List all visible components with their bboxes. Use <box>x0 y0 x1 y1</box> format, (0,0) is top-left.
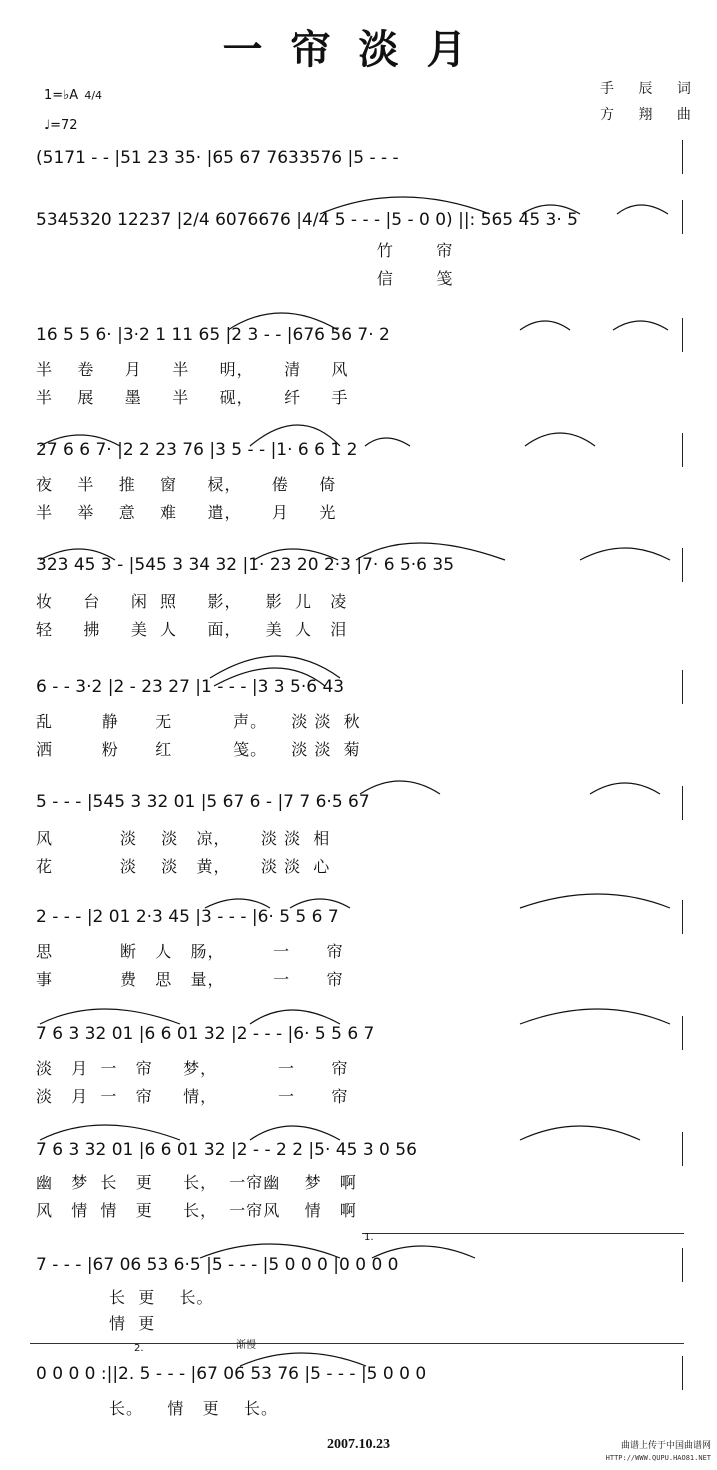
watermark-line-2: HTTP://WWW.QUPU.HAO81.NET <box>605 1454 711 1462</box>
slur-22 <box>40 1009 180 1024</box>
barline-end-11 <box>682 1248 683 1282</box>
notes-row-2: 5345320 12237 |2/4 6076676 |4/4 5 - - - |5 - 0 0) ||: 565 45 3· 5 <box>36 210 578 230</box>
tempo-label: ♩=72 <box>44 118 78 133</box>
ritardando-marking: 渐慢 <box>236 1340 256 1351</box>
notes-row-6: 6 - - 3·2 |2 - 23 27 |1 - - - |3 3 5·6 43 <box>36 677 345 697</box>
notes-row-4: 27 6 6 7· |2 2 23 76 |3 5 - - |1· 6 6 1 2 <box>36 440 358 460</box>
lyrics-row-9-verse-1: 淡 月 一 帘 梦， 一 帘 <box>36 1059 349 1078</box>
lyrics-row-6-verse-2: 洒 粉 红 笺。 淡 淡 菊 <box>36 740 361 759</box>
volta-2-bracket <box>128 1343 684 1344</box>
barline-end-4 <box>682 433 683 467</box>
lyrics-row-4-verse-2: 半 举 意 难 遣， 月 光 <box>36 503 337 522</box>
date-stamp: 2007.10.23 <box>327 1437 390 1452</box>
notes-row-1: (5171 - - |51 23 35· |65 67 7633576 |5 - - - <box>36 148 399 168</box>
notes-row-5: 323 45 3 - |545 3 34 32 |1· 23 20 2·3 |7· 6 5·6 35 <box>36 555 455 575</box>
volta-2-label: 2. <box>134 1343 144 1354</box>
slur-24 <box>520 1009 670 1024</box>
lyrics-row-8-verse-1: 思 断 人 肠， 一 帘 <box>36 942 344 961</box>
lyrics-row-10-verse-1: 幽 梦 长 更 长， 一帘幽 梦 啊 <box>36 1173 357 1192</box>
key-signature <box>44 88 102 103</box>
notes-row-7: 5 - - - |545 3 32 01 |5 67 6 - |7 7 6·5 67 <box>36 792 370 812</box>
slur-27 <box>520 1126 640 1140</box>
barline-end-3 <box>682 318 683 352</box>
barline-end-7 <box>682 786 683 820</box>
lyrics-row-2-verse-2: 信 笺 <box>36 269 454 288</box>
tempo-marking <box>44 118 78 133</box>
key-label: 1=♭A <box>44 88 79 103</box>
slur-23 <box>250 1010 340 1024</box>
composer-credit: 方 翔 曲 <box>600 107 701 123</box>
slur-25 <box>40 1125 180 1140</box>
slur-15 <box>210 656 340 678</box>
lyrics-row-11-verse-1: 长 更 长。 <box>36 1288 214 1307</box>
barline-end-1 <box>682 140 683 174</box>
volta-2-left-rule <box>30 1343 130 1344</box>
barline-end-12 <box>682 1356 683 1390</box>
barline-end-5 <box>682 548 683 582</box>
lyrics-row-3-verse-1: 半 卷 月 半 明， 清 风 <box>36 360 349 379</box>
notes-row-8: 2 - - - |2 01 2·3 45 |3 - - - |6· 5 5 6 7 <box>36 907 339 927</box>
watermark <box>606 1440 711 1464</box>
barline-end-10 <box>682 1132 683 1166</box>
watermark-line-1: 曲谱上传于中国曲谱网 <box>620 1441 711 1451</box>
lyrics-row-7-verse-1: 风 淡 淡 凉， 淡 淡 相 <box>36 829 331 848</box>
notes-row-3: 16 5 5 6· |3·2 1 11 65 |2 3 - - |676 56 7· 2 <box>36 325 390 345</box>
lyrics-row-11-verse-2: 情 更 <box>36 1314 156 1333</box>
notes-row-12: 0 0 0 0 :||2. 5 - - - |67 06 53 76 |5 - - - |5 0 0 0 <box>36 1364 427 1384</box>
lyrics-row-12-verse-1: 长。 情 更 长。 <box>36 1399 278 1418</box>
lyrics-row-9-verse-2: 淡 月 一 帘 情， 一 帘 <box>36 1087 349 1106</box>
lyrics-row-3-verse-2: 半 展 墨 半 砚， 纤 手 <box>36 388 349 407</box>
lyrics-row-5-verse-2: 轻 拂 美 人 面， 美 人 泪 <box>36 620 348 639</box>
slur-26 <box>250 1126 340 1140</box>
volta-1-label: 1. <box>364 1232 374 1243</box>
notes-row-9: 7 6 3 32 01 |6 6 01 32 |2 - - - |6· 5 5 6 7 <box>36 1024 375 1044</box>
lyrics-row-6-verse-1: 乱 静 无 声。 淡 淡 秋 <box>36 712 361 731</box>
slur-21 <box>520 894 670 908</box>
lyricist-credit: 手 辰 词 <box>600 81 701 97</box>
barline-end-8 <box>682 900 683 934</box>
volta-1-bracket <box>362 1233 684 1234</box>
song-title: 一帘淡月 <box>222 26 495 73</box>
notes-row-11: 7 - - - |67 06 53 6·5 |5 - - - |5 0 0 0 |0 0 0 0 <box>36 1255 399 1275</box>
time-signature: 4/4 <box>84 89 103 102</box>
lyrics-row-5-verse-1: 妆 台 闲 照 影， 影 儿 凌 <box>36 592 348 611</box>
notes-row-10: 7 6 3 32 01 |6 6 01 32 |2 - - 2 2 |5· 45 3 0 56 <box>36 1140 417 1160</box>
barline-end-6 <box>682 670 683 704</box>
barline-end-9 <box>682 1016 683 1050</box>
lyrics-row-10-verse-2: 风 情 情 更 长， 一帘风 情 啊 <box>36 1201 357 1220</box>
lyrics-row-2-verse-1: 竹 帘 <box>36 241 454 260</box>
lyrics-row-4-verse-1: 夜 半 推 窗 棂， 倦 倚 <box>36 475 337 494</box>
lyrics-row-8-verse-2: 事 费 思 量， 一 帘 <box>36 970 344 989</box>
lyrics-row-7-verse-2: 花 淡 淡 黄， 淡 淡 心 <box>36 857 331 876</box>
barline-end-2 <box>682 200 683 234</box>
